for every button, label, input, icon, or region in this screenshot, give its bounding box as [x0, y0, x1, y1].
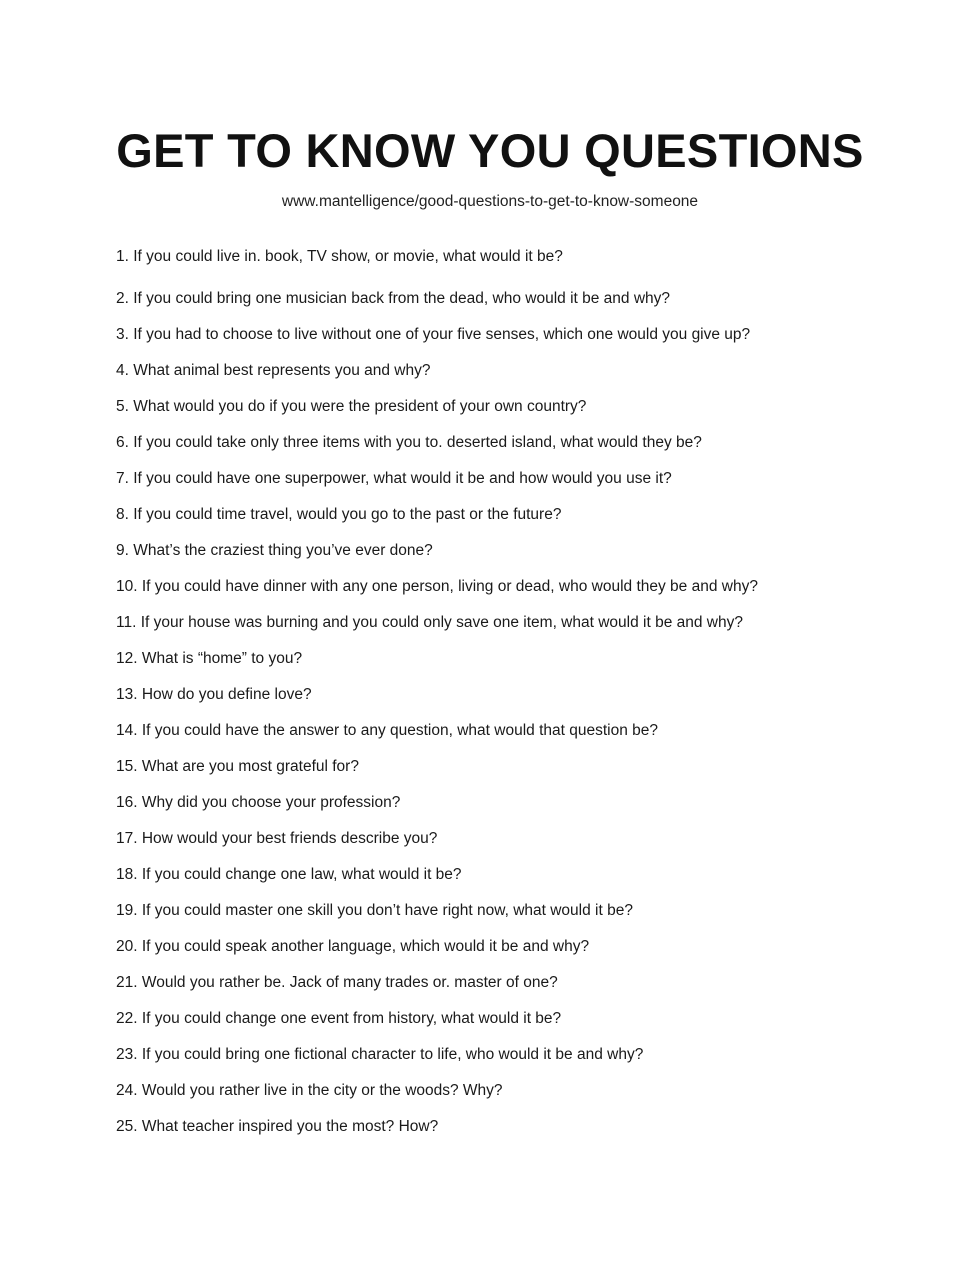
list-item: 11. If your house was burning and you could only save one item, what would it be and why?	[116, 614, 743, 631]
list-item: 12. What is “home” to you?	[116, 650, 303, 667]
list-item: 23. If you could bring one fictional character to life, who would it be and why?	[116, 1046, 644, 1063]
list-item: 15. What are you most grateful for?	[116, 758, 359, 775]
list-item: 10. If you could have dinner with any one person, living or dead, who would they be and why?	[116, 578, 758, 595]
list-item: 17. How would your best friends describe you?	[116, 830, 438, 847]
list-item: 13. How do you define love?	[116, 686, 312, 703]
list-item: 8. If you could time travel, would you go to the past or the future?	[116, 506, 562, 523]
list-item: 22. If you could change one event from history, what would it be?	[116, 1010, 562, 1027]
list-item: 14. If you could have the answer to any question, what would that question be?	[116, 722, 659, 739]
list-item: 3. If you had to choose to live without one of your five senses, which one would you give up?	[116, 326, 751, 343]
list-item: 16. Why did you choose your profession?	[116, 794, 401, 811]
list-item: 24. Would you rather live in the city or the woods? Why?	[116, 1082, 503, 1099]
list-item: 6. If you could take only three items with you to. deserted island, what would they be?	[116, 434, 702, 451]
list-item: 5. What would you do if you were the president of your own country?	[116, 398, 587, 415]
list-item: 19. If you could master one skill you don’t have right now, what would it be?	[116, 902, 633, 919]
list-item: 21. Would you rather be. Jack of many trades or. master of one?	[116, 974, 558, 991]
question-list	[116, 245, 936, 1151]
list-item: 1. If you could live in. book, TV show, or movie, what would it be?	[116, 248, 563, 265]
list-item: 7. If you could have one superpower, what would it be and how would you use it?	[116, 470, 672, 487]
page-title: GET TO KNOW YOU QUESTIONS	[116, 124, 864, 177]
list-item: 4. What animal best represents you and why?	[116, 362, 431, 379]
source-url: www.mantelligence/good-questions-to-get-to-know-someone	[281, 193, 699, 210]
list-item: 20. If you could speak another language, which would it be and why?	[116, 938, 590, 955]
list-item: 2. If you could bring one musician back from the dead, who would it be and why?	[116, 290, 671, 307]
list-item: 18. If you could change one law, what would it be?	[116, 866, 462, 883]
list-item: 25. What teacher inspired you the most? How?	[116, 1118, 439, 1135]
list-item: 9. What’s the craziest thing you’ve ever done?	[116, 542, 433, 559]
